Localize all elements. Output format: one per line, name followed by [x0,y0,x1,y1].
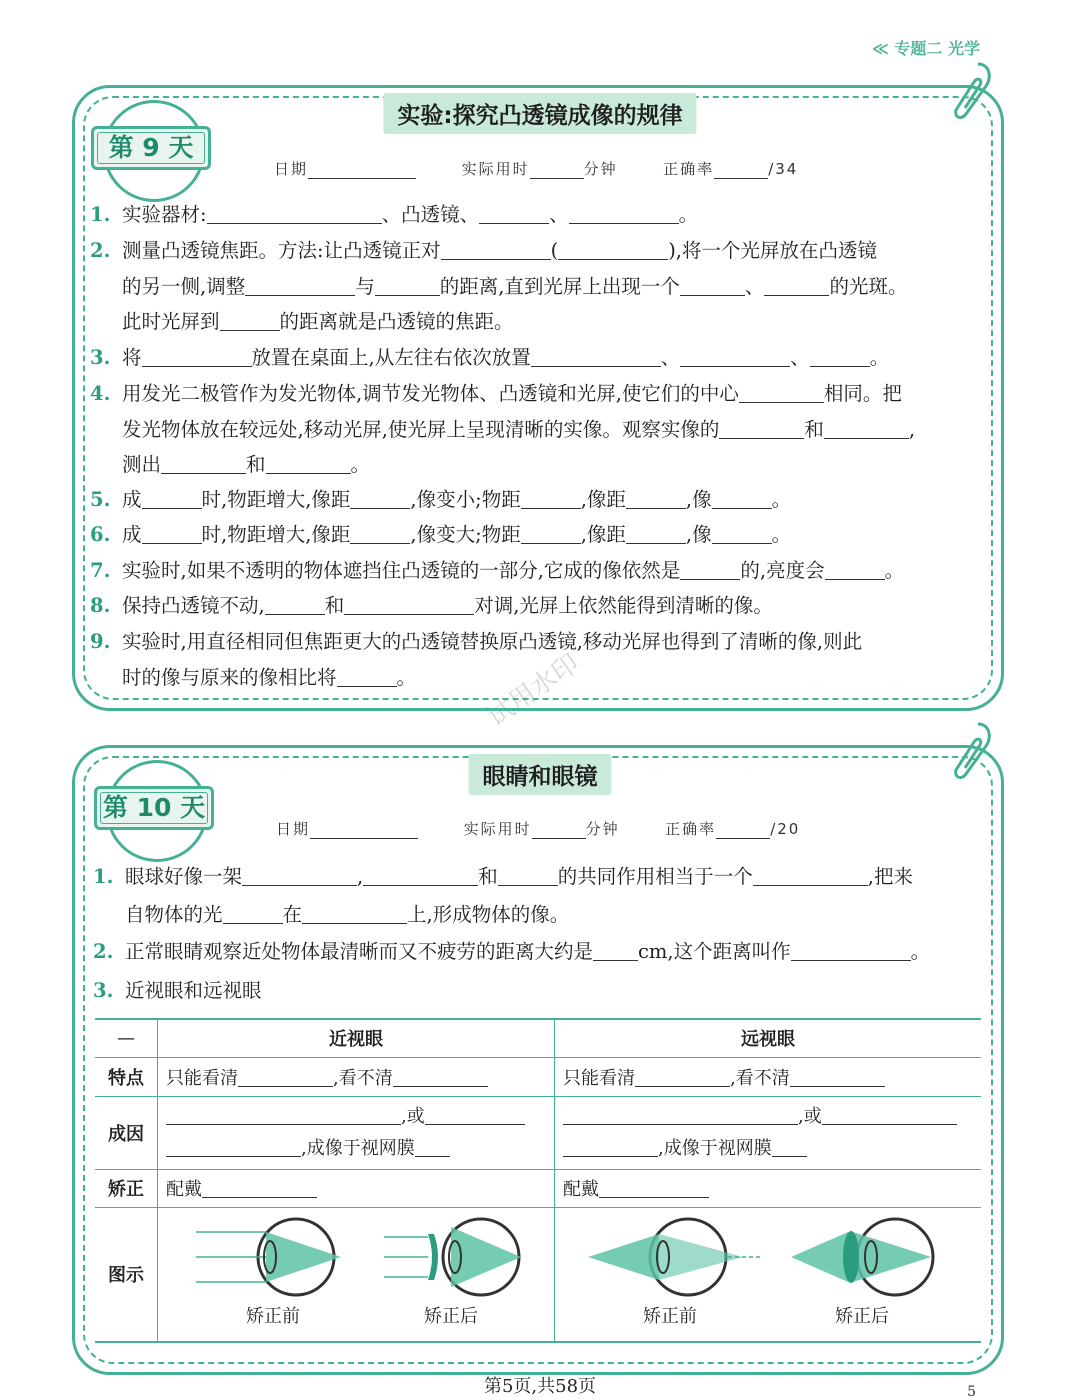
blank-field[interactable] [337,664,397,687]
question-item [90,588,980,624]
accuracy-label: 正确率 [665,820,717,838]
paperclip-icon [952,720,992,790]
blank-field[interactable] [425,1102,525,1125]
question-text: 实验器材: 、凸透镜、 、 。 [122,203,699,226]
day-label: 第 9 天 [108,133,194,162]
blank-field[interactable] [344,592,474,615]
question-text: 实验时,用直径相同但焦距更大的凸透镜替换原凸透镜,移动光屏也得到了清晰的像,则此 [122,630,863,653]
blank-field[interactable] [635,1064,730,1087]
question-number: 4. [90,382,111,405]
day-label: 第 10 天 [102,793,206,822]
question-number: 7. [90,559,111,582]
blank-field[interactable] [599,1175,709,1198]
accuracy-field[interactable] [716,820,770,839]
question-item [93,858,980,934]
time-label: 实际用时 [461,160,530,178]
blank-field[interactable] [719,416,804,439]
blank-field[interactable] [680,557,740,580]
blank-field[interactable] [415,1134,450,1157]
blank-field[interactable] [375,273,440,296]
cause-hyperopia[interactable]: ,或 ,成像于视网膜 [555,1096,982,1169]
blank-field[interactable] [223,901,283,924]
question-item [90,340,980,376]
card-title: 实验:探究凸透镜成像的规律 [383,93,696,134]
blank-field[interactable] [563,1134,658,1157]
question-text: 测出 和 。 [122,453,371,476]
page-footer: 第5页,共58页 [483,1376,597,1397]
meta-row [276,818,800,839]
blank-field[interactable] [739,380,824,403]
question-number: 1. [90,203,111,226]
question-item [90,517,980,553]
card-title: 眼睛和眼镜 [469,754,612,795]
meta-row [274,158,798,179]
blank-field[interactable] [238,1064,333,1087]
blank-field[interactable] [558,237,668,260]
figure-caption: 矫正前 [246,1305,300,1327]
question-text: 成 时,物距增大,像距 ,像变大;物距 ,像距 ,像 。 [122,523,792,546]
watermark: 试用水印 [482,648,585,733]
question-item [90,197,980,233]
question-text: 实验时,如果不透明的物体遮挡住凸透镜的一部分,它成的像依然是 的,亮度会 。 [122,559,905,582]
blank-field[interactable] [790,1064,885,1087]
question-text: 测量凸透镜焦距。方法:让凸透镜正对 ( ),将一个光屏放在凸透镜 [122,239,877,262]
blank-field[interactable] [242,863,357,886]
blank-field[interactable] [166,1102,401,1125]
hyperopia-eye-diagram [563,1212,973,1332]
question-number: 3. [93,979,114,1002]
feature-hyperopia[interactable]: 只能看清 ,看不清 [555,1057,982,1096]
question-item [90,233,980,340]
blank-field[interactable] [441,237,551,260]
figure-caption: 矫正后 [835,1305,889,1327]
col-hyperopia-header: 远视眼 [555,1019,982,1057]
question-text: 此时光屏到 的距离就是凸透镜的焦距。 [122,310,514,333]
question-text: 用发光二极管作为发光物体,调节发光物体、凸透镜和光屏,使它们的中心 相同。把 [122,382,902,405]
time-unit: 分钟 [585,820,620,838]
question-item [90,482,980,518]
blank-field[interactable] [363,863,478,886]
blank-field[interactable] [302,901,407,924]
blank-field[interactable] [202,1175,317,1198]
figure-caption: 矫正前 [643,1305,697,1327]
col-myopia-header: 近视眼 [158,1019,555,1057]
row-label-feature: 特点 [95,1057,158,1096]
row-label-cause: 成因 [95,1096,158,1169]
question-number: 9. [90,630,111,653]
blank-field[interactable] [626,521,686,544]
question-number: 8. [90,594,111,617]
question-text: 的另一侧,调整 与 的距离,直到光屏上出现一个 、 的光斑。 [122,274,908,298]
blank-field[interactable] [626,486,686,509]
question-text: 近视眼和远视眼 [125,979,262,1002]
paperclip-icon [952,60,992,130]
accuracy-field[interactable] [714,160,768,179]
cause-myopia[interactable]: ,或 ,成像于视网膜 [158,1096,555,1169]
blank-field[interactable] [142,521,202,544]
blank-field[interactable] [712,486,772,509]
accuracy-label: 正确率 [663,160,715,178]
blank-field[interactable] [142,486,202,509]
blank-field[interactable] [207,201,382,224]
blank-field[interactable] [142,344,252,367]
correction-hyperopia[interactable]: 配戴 [555,1169,982,1207]
blank-field[interactable] [569,201,679,224]
blank-field[interactable] [479,201,549,224]
blank-field[interactable] [764,273,829,296]
blank-field[interactable] [822,1102,957,1125]
blank-field[interactable] [266,451,351,474]
time-label: 实际用时 [463,820,532,838]
question-number: 1. [93,865,114,888]
accuracy-total: /20 [770,820,801,838]
blank-field[interactable] [166,1134,301,1157]
blank-field[interactable] [531,344,661,367]
date-label: 日期 [276,820,311,838]
question-text: 正常眼睛观察近处物体最清晰而又不疲劳的距离大约是 cm,这个距离叫作 。 [125,940,931,963]
blank-field[interactable] [824,416,909,439]
blank-field[interactable] [498,863,558,886]
question-number: 2. [93,940,114,963]
question-text: 发光物体放在较远处,移动光屏,使光屏上呈现清晰的实像。观察实像的 和 , [122,417,916,441]
question-text: 保持凸透镜不动, 和 对调,光屏上依然能得到清晰的像。 [122,594,773,617]
blank-field[interactable] [810,344,870,367]
blank-field[interactable] [350,521,410,544]
blank-field[interactable] [593,938,638,961]
blank-field[interactable] [753,863,868,886]
accuracy-total: /34 [768,160,799,178]
row-label-correction: 矫正 [95,1169,158,1207]
blank-field[interactable] [521,521,581,544]
blank-field[interactable] [220,308,280,331]
time-field[interactable] [530,160,584,179]
section-tag: ≪ 专题二 光学 [872,39,980,58]
blank-field[interactable] [245,273,355,296]
blank-field[interactable] [772,1134,807,1157]
question-item [90,376,980,483]
blank-field[interactable] [393,1064,488,1087]
date-field[interactable] [308,160,416,179]
blank-field[interactable] [825,557,885,580]
question-text: 眼球好像一架 , 和 的共同作用相当于一个 ,把来 [125,865,913,888]
question-number: 6. [90,523,111,546]
question-text: 自物体的光 在 上,形成物体的像。 [125,903,570,926]
blank-field[interactable] [521,486,581,509]
day-badge [91,100,213,192]
question-number: 3. [90,346,111,369]
correction-myopia[interactable]: 配戴 [158,1169,555,1207]
time-field[interactable] [532,820,586,839]
figure-caption: 矫正后 [424,1305,478,1327]
question-item [93,972,980,1010]
time-unit: 分钟 [583,160,618,178]
question-text: 将 放置在桌面上,从左往右依次放置 、 、 。 [122,346,890,369]
blank-field[interactable] [563,1102,798,1125]
blank-field[interactable] [680,273,745,296]
row-label-figure: 图示 [95,1207,158,1342]
blank-field[interactable] [350,486,410,509]
day-badge [94,760,216,852]
question-text: 成 时,物距增大,像距 ,像变小;物距 ,像距 ,像 。 [122,488,792,511]
question-item [90,624,980,695]
blank-field[interactable] [161,451,246,474]
blank-field[interactable] [265,592,325,615]
eye-comparison-table [95,1018,981,1343]
figure-myopia [158,1207,555,1342]
page-number: 5 [967,1384,976,1400]
question-item [90,553,980,589]
question-number: 2. [90,239,111,262]
blank-field[interactable] [680,344,790,367]
table-corner: — [95,1019,158,1057]
myopia-eye-diagram [166,1212,546,1332]
date-field[interactable] [310,820,418,839]
blank-field[interactable] [791,938,911,961]
figure-hyperopia [555,1207,982,1342]
question-text: 时的像与原来的像相比将 。 [122,665,417,689]
feature-myopia[interactable]: 只能看清 ,看不清 [158,1057,555,1096]
date-label: 日期 [274,160,309,178]
question-number: 5. [90,488,111,511]
question-item [93,933,980,971]
blank-field[interactable] [712,521,772,544]
